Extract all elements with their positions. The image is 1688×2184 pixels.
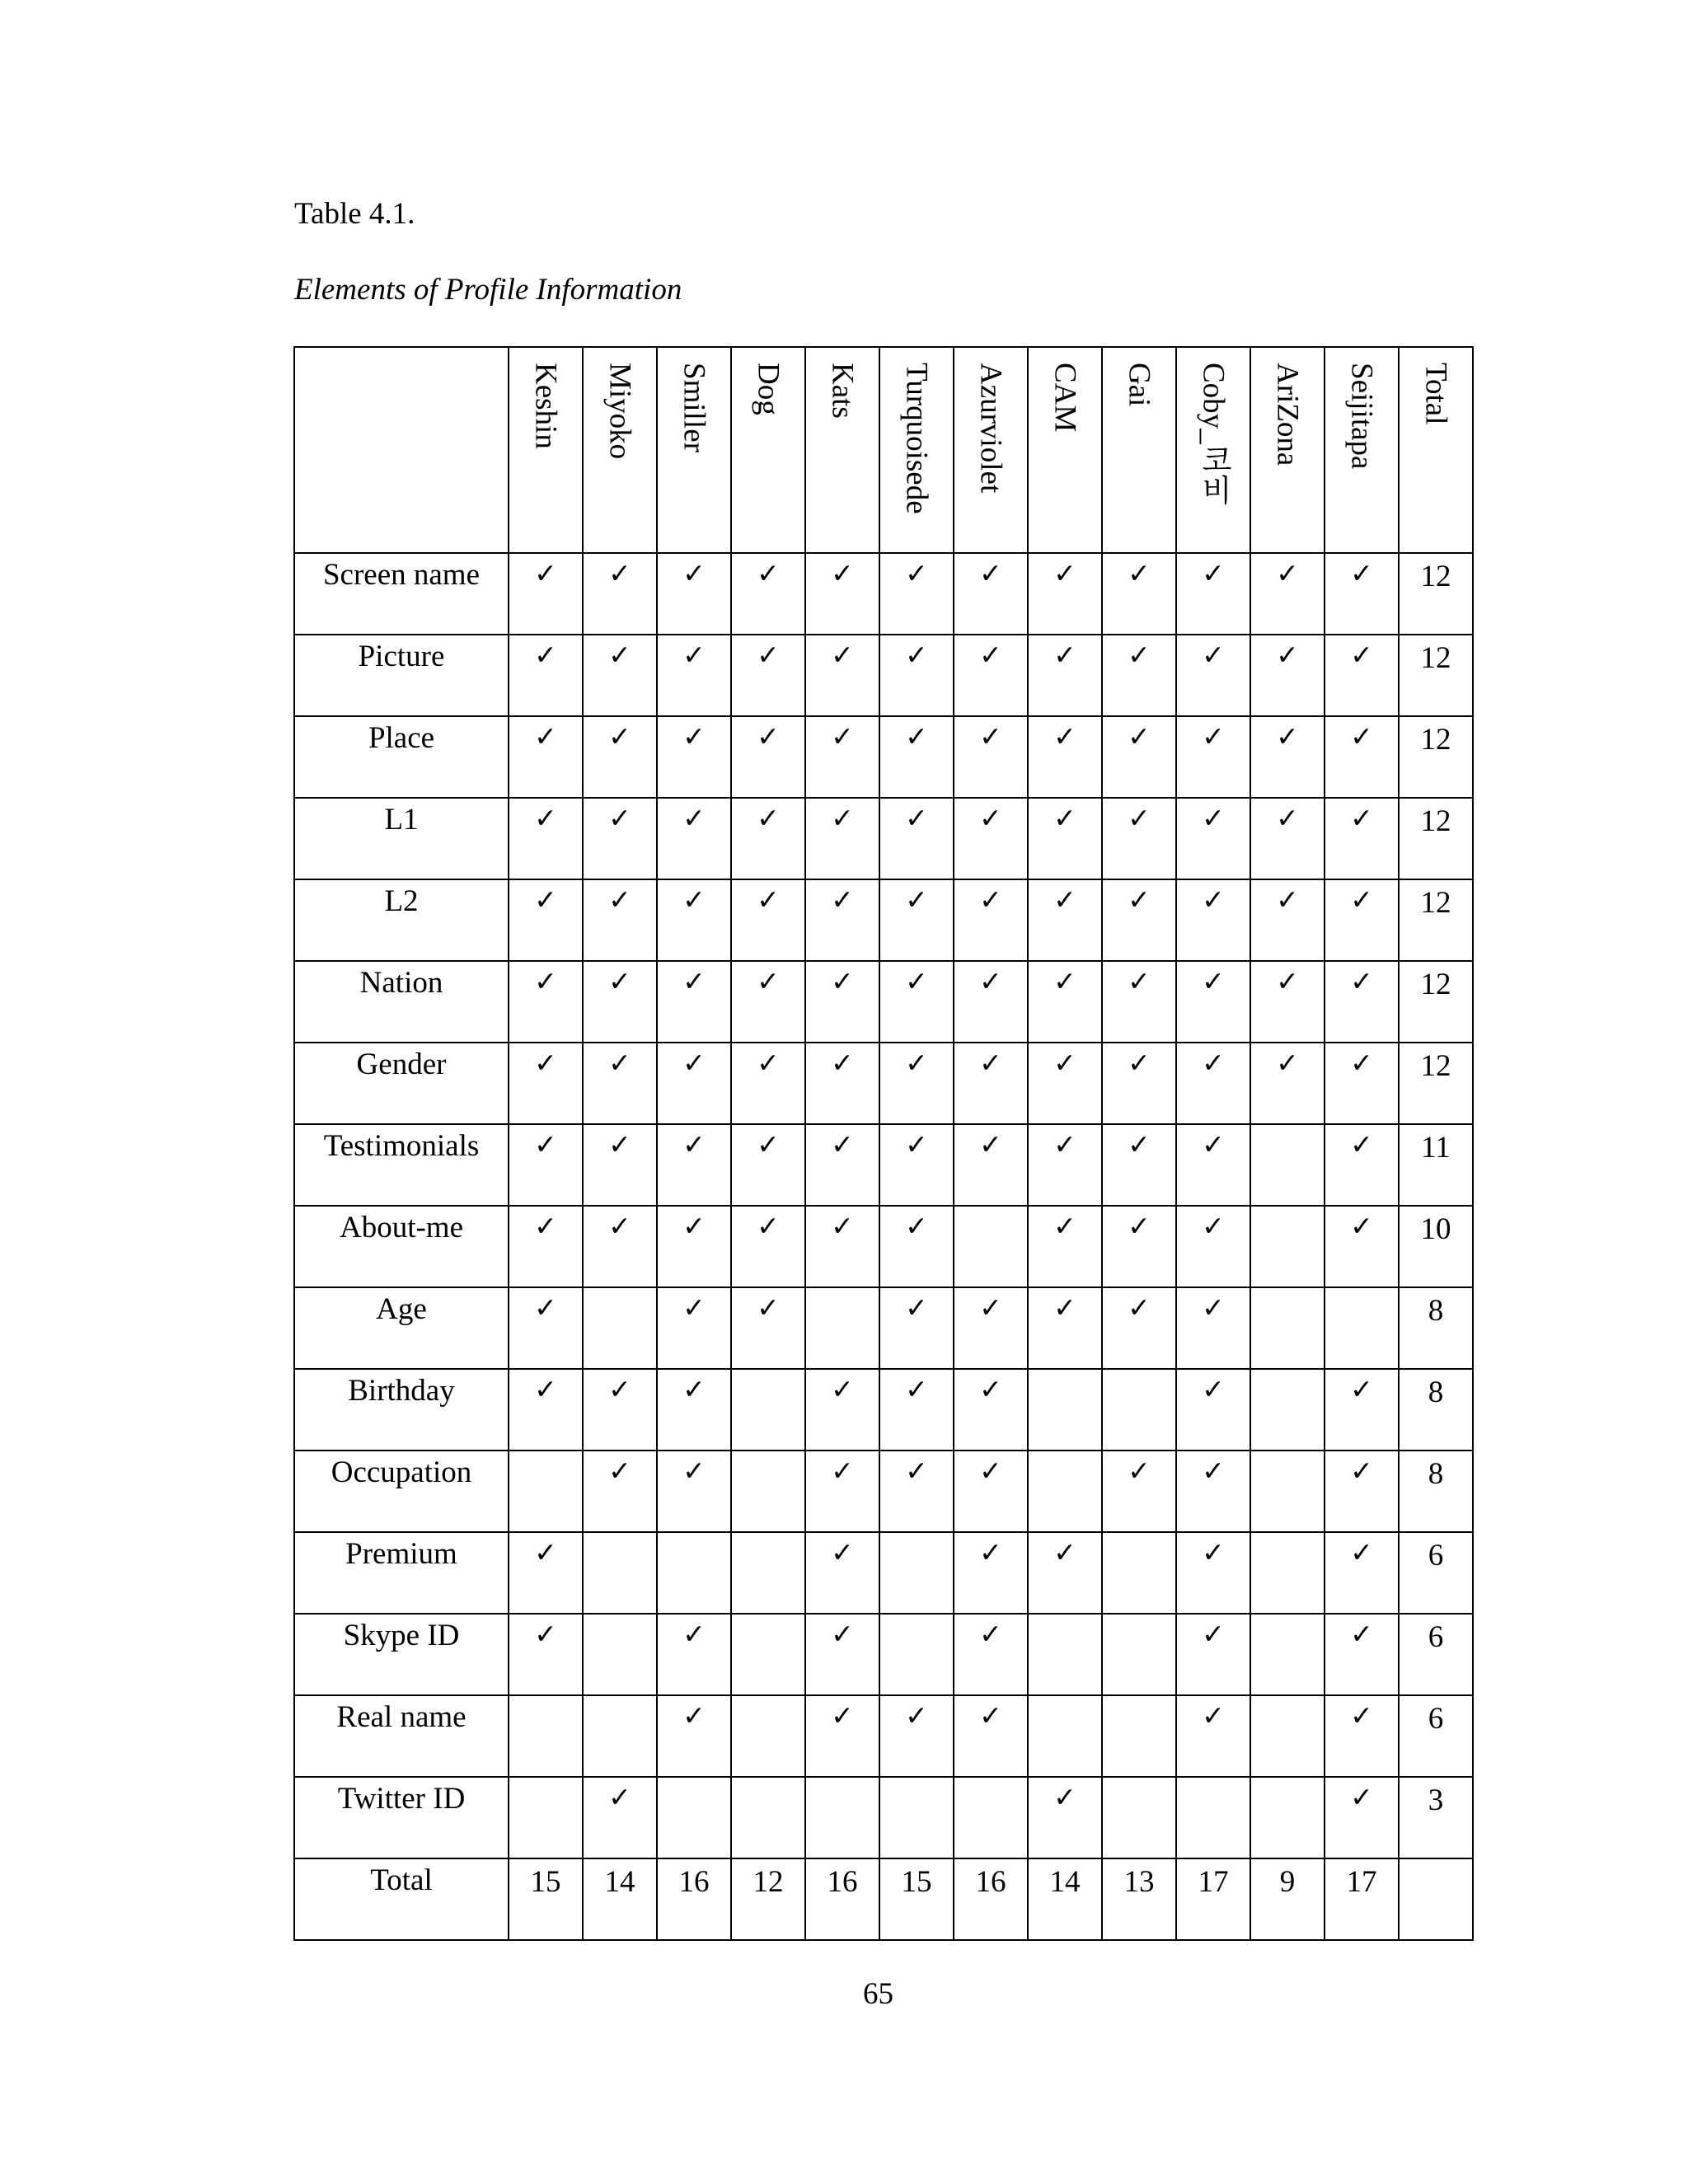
row-total: 11: [1399, 1124, 1473, 1206]
check-mark-icon: ✓: [509, 1369, 583, 1451]
empty-cell: [1250, 1614, 1325, 1695]
empty-cell: [509, 1777, 583, 1858]
check-mark-icon: ✓: [1102, 1206, 1176, 1287]
check-mark-icon: ✓: [1102, 1124, 1176, 1206]
check-mark-icon: ✓: [657, 798, 731, 879]
empty-cell: [1250, 1287, 1325, 1369]
check-mark-icon: ✓: [509, 553, 583, 635]
check-mark-icon: ✓: [1325, 1695, 1399, 1777]
check-mark-icon: ✓: [731, 879, 805, 961]
column-header-label: CAM: [1048, 363, 1082, 433]
check-mark-icon: ✓: [1250, 1043, 1325, 1124]
empty-cell: [879, 1777, 954, 1858]
check-mark-icon: ✓: [657, 1043, 731, 1124]
table-body: [294, 553, 1473, 1940]
check-mark-icon: ✓: [879, 1206, 954, 1287]
check-mark-icon: ✓: [731, 798, 805, 879]
column-header-label: Miyoko: [603, 363, 637, 460]
check-mark-icon: ✓: [954, 1614, 1028, 1695]
check-mark-icon: ✓: [509, 1124, 583, 1206]
row-label: Place: [294, 716, 509, 798]
column-header-label: Coby_코비: [1196, 363, 1231, 505]
column-header: [657, 347, 731, 553]
check-mark-icon: ✓: [1102, 961, 1176, 1043]
check-mark-icon: ✓: [879, 879, 954, 961]
row-label: Real name: [294, 1695, 509, 1777]
empty-cell: [731, 1777, 805, 1858]
check-mark-icon: ✓: [1176, 798, 1250, 879]
check-mark-icon: ✓: [1102, 798, 1176, 879]
row-total: 12: [1399, 961, 1473, 1043]
check-mark-icon: ✓: [657, 879, 731, 961]
check-mark-icon: ✓: [954, 553, 1028, 635]
column-header-label: Kats: [825, 363, 860, 419]
check-mark-icon: ✓: [1325, 1369, 1399, 1451]
check-mark-icon: ✓: [1028, 1124, 1102, 1206]
check-mark-icon: ✓: [879, 961, 954, 1043]
check-mark-icon: ✓: [1176, 1206, 1250, 1287]
column-header: [954, 347, 1028, 553]
column-header-label: Keshin: [528, 363, 563, 449]
empty-cell: [583, 1695, 657, 1777]
check-mark-icon: ✓: [583, 961, 657, 1043]
empty-cell: [583, 1287, 657, 1369]
check-mark-icon: ✓: [1250, 798, 1325, 879]
empty-cell: [1102, 1614, 1176, 1695]
check-mark-icon: ✓: [1250, 879, 1325, 961]
check-mark-icon: ✓: [1028, 1532, 1102, 1614]
check-mark-icon: ✓: [805, 1695, 879, 1777]
check-mark-icon: ✓: [1325, 553, 1399, 635]
row-label: Screen name: [294, 553, 509, 635]
check-mark-icon: ✓: [1325, 1532, 1399, 1614]
check-mark-icon: ✓: [1176, 961, 1250, 1043]
check-mark-icon: ✓: [879, 1124, 954, 1206]
table-row: [294, 1451, 1473, 1532]
table-row: [294, 553, 1473, 635]
empty-cell: [1102, 1777, 1176, 1858]
check-mark-icon: ✓: [1102, 1043, 1176, 1124]
table-row: [294, 1287, 1473, 1369]
check-mark-icon: ✓: [1250, 961, 1325, 1043]
empty-cell: [509, 1695, 583, 1777]
row-label: L2: [294, 879, 509, 961]
check-mark-icon: ✓: [1102, 716, 1176, 798]
empty-cell: [731, 1614, 805, 1695]
row-total: 12: [1399, 1043, 1473, 1124]
check-mark-icon: ✓: [805, 1369, 879, 1451]
column-total: 15: [509, 1858, 583, 1940]
check-mark-icon: ✓: [805, 553, 879, 635]
check-mark-icon: ✓: [1028, 1043, 1102, 1124]
check-mark-icon: ✓: [1325, 798, 1399, 879]
column-total: 17: [1325, 1858, 1399, 1940]
check-mark-icon: ✓: [1102, 879, 1176, 961]
check-mark-icon: ✓: [583, 1451, 657, 1532]
empty-cell: [731, 1532, 805, 1614]
row-label: Age: [294, 1287, 509, 1369]
column-header: [1250, 347, 1325, 553]
grand-total-cell: [1399, 1858, 1473, 1940]
totals-row-label: Total: [294, 1858, 509, 1940]
check-mark-icon: ✓: [805, 879, 879, 961]
check-mark-icon: ✓: [509, 798, 583, 879]
table-row: [294, 879, 1473, 961]
column-header-label: Seijitapa: [1344, 363, 1379, 470]
check-mark-icon: ✓: [879, 1043, 954, 1124]
check-mark-icon: ✓: [1176, 1695, 1250, 1777]
empty-cell: [1028, 1369, 1102, 1451]
table-row: [294, 1124, 1473, 1206]
check-mark-icon: ✓: [954, 1287, 1028, 1369]
check-mark-icon: ✓: [1176, 635, 1250, 716]
check-mark-icon: ✓: [954, 961, 1028, 1043]
table-row: [294, 1695, 1473, 1777]
column-total: 16: [657, 1858, 731, 1940]
check-mark-icon: ✓: [583, 716, 657, 798]
empty-cell: [805, 1287, 879, 1369]
column-header: [1028, 347, 1102, 553]
table-row: [294, 635, 1473, 716]
table-row: [294, 1532, 1473, 1614]
check-mark-icon: ✓: [731, 1124, 805, 1206]
check-mark-icon: ✓: [657, 1287, 731, 1369]
check-mark-icon: ✓: [731, 1287, 805, 1369]
check-mark-icon: ✓: [1028, 879, 1102, 961]
check-mark-icon: ✓: [954, 1043, 1028, 1124]
check-mark-icon: ✓: [583, 553, 657, 635]
check-mark-icon: ✓: [805, 716, 879, 798]
empty-cell: [1102, 1695, 1176, 1777]
column-header: [1176, 347, 1250, 553]
column-header-label: Total: [1418, 363, 1453, 425]
check-mark-icon: ✓: [657, 1206, 731, 1287]
check-mark-icon: ✓: [1028, 553, 1102, 635]
check-mark-icon: ✓: [1325, 1777, 1399, 1858]
check-mark-icon: ✓: [509, 1532, 583, 1614]
check-mark-icon: ✓: [1325, 1043, 1399, 1124]
check-mark-icon: ✓: [1028, 961, 1102, 1043]
column-total: 16: [805, 1858, 879, 1940]
check-mark-icon: ✓: [879, 553, 954, 635]
check-mark-icon: ✓: [1176, 879, 1250, 961]
empty-cell: [954, 1777, 1028, 1858]
check-mark-icon: ✓: [731, 1206, 805, 1287]
check-mark-icon: ✓: [509, 1614, 583, 1695]
column-header-label: Turquoisede: [899, 363, 934, 514]
check-mark-icon: ✓: [1176, 1369, 1250, 1451]
check-mark-icon: ✓: [509, 635, 583, 716]
column-total: 16: [954, 1858, 1028, 1940]
empty-cell: [657, 1777, 731, 1858]
check-mark-icon: ✓: [1250, 716, 1325, 798]
check-mark-icon: ✓: [1102, 635, 1176, 716]
check-mark-icon: ✓: [805, 635, 879, 716]
empty-cell: [657, 1532, 731, 1614]
empty-cell: [1250, 1451, 1325, 1532]
column-header: [731, 347, 805, 553]
column-total: 9: [1250, 1858, 1325, 1940]
empty-cell: [731, 1369, 805, 1451]
row-total: 6: [1399, 1614, 1473, 1695]
row-label: L1: [294, 798, 509, 879]
empty-cell: [1102, 1369, 1176, 1451]
check-mark-icon: ✓: [583, 635, 657, 716]
check-mark-icon: ✓: [1102, 553, 1176, 635]
column-total: 13: [1102, 1858, 1176, 1940]
check-mark-icon: ✓: [1176, 1124, 1250, 1206]
empty-cell: [1250, 1695, 1325, 1777]
check-mark-icon: ✓: [1325, 1124, 1399, 1206]
check-mark-icon: ✓: [657, 961, 731, 1043]
check-mark-icon: ✓: [1176, 1532, 1250, 1614]
check-mark-icon: ✓: [879, 1369, 954, 1451]
check-mark-icon: ✓: [657, 1614, 731, 1695]
row-total: 10: [1399, 1206, 1473, 1287]
empty-cell: [1250, 1532, 1325, 1614]
check-mark-icon: ✓: [1176, 1043, 1250, 1124]
check-mark-icon: ✓: [954, 635, 1028, 716]
check-mark-icon: ✓: [731, 635, 805, 716]
check-mark-icon: ✓: [583, 879, 657, 961]
check-mark-icon: ✓: [1250, 635, 1325, 716]
column-header: [509, 347, 583, 553]
check-mark-icon: ✓: [879, 716, 954, 798]
check-mark-icon: ✓: [1028, 1777, 1102, 1858]
check-mark-icon: ✓: [509, 879, 583, 961]
check-mark-icon: ✓: [805, 961, 879, 1043]
column-header: [1325, 347, 1399, 553]
check-mark-icon: ✓: [805, 1532, 879, 1614]
check-mark-icon: ✓: [1102, 1287, 1176, 1369]
check-mark-icon: ✓: [657, 635, 731, 716]
empty-cell: [1028, 1614, 1102, 1695]
check-mark-icon: ✓: [805, 798, 879, 879]
check-mark-icon: ✓: [1325, 635, 1399, 716]
table-row: [294, 798, 1473, 879]
check-mark-icon: ✓: [954, 1451, 1028, 1532]
empty-cell: [1102, 1532, 1176, 1614]
check-mark-icon: ✓: [1028, 1206, 1102, 1287]
empty-cell: [1250, 1124, 1325, 1206]
row-total: 8: [1399, 1451, 1473, 1532]
column-header: [1102, 347, 1176, 553]
check-mark-icon: ✓: [583, 798, 657, 879]
column-header: [805, 347, 879, 553]
check-mark-icon: ✓: [879, 635, 954, 716]
column-header: [879, 347, 954, 553]
profile-elements-table: [293, 346, 1474, 1941]
table-row: [294, 716, 1473, 798]
table-title: Elements of Profile Information: [294, 273, 682, 307]
check-mark-icon: ✓: [954, 1695, 1028, 1777]
table-row: [294, 1043, 1473, 1124]
column-total: 17: [1176, 1858, 1250, 1940]
header-row: [294, 347, 1473, 553]
check-mark-icon: ✓: [657, 716, 731, 798]
column-header-label: AriZona: [1270, 363, 1305, 466]
column-header-label: Azurviolet: [973, 363, 1008, 494]
check-mark-icon: ✓: [657, 553, 731, 635]
check-mark-icon: ✓: [1028, 716, 1102, 798]
check-mark-icon: ✓: [879, 1451, 954, 1532]
check-mark-icon: ✓: [657, 1451, 731, 1532]
column-total: 12: [731, 1858, 805, 1940]
row-label: Skype ID: [294, 1614, 509, 1695]
check-mark-icon: ✓: [583, 1124, 657, 1206]
check-mark-icon: ✓: [805, 1124, 879, 1206]
check-mark-icon: ✓: [1028, 635, 1102, 716]
row-total: 12: [1399, 879, 1473, 961]
empty-cell: [879, 1532, 954, 1614]
check-mark-icon: ✓: [879, 1287, 954, 1369]
row-label: Twitter ID: [294, 1777, 509, 1858]
header-corner-cell: [294, 347, 509, 553]
column-total: 14: [583, 1858, 657, 1940]
column-header: [583, 347, 657, 553]
row-label: Occupation: [294, 1451, 509, 1532]
empty-cell: [1028, 1695, 1102, 1777]
check-mark-icon: ✓: [1250, 553, 1325, 635]
check-mark-icon: ✓: [1176, 716, 1250, 798]
check-mark-icon: ✓: [509, 961, 583, 1043]
row-label: Nation: [294, 961, 509, 1043]
check-mark-icon: ✓: [731, 961, 805, 1043]
check-mark-icon: ✓: [805, 1614, 879, 1695]
table-row: [294, 1206, 1473, 1287]
check-mark-icon: ✓: [1325, 879, 1399, 961]
check-mark-icon: ✓: [583, 1206, 657, 1287]
table-row: [294, 1777, 1473, 1858]
check-mark-icon: ✓: [1325, 716, 1399, 798]
check-mark-icon: ✓: [583, 1777, 657, 1858]
row-total: 6: [1399, 1695, 1473, 1777]
check-mark-icon: ✓: [509, 716, 583, 798]
row-label: About-me: [294, 1206, 509, 1287]
row-total: 8: [1399, 1287, 1473, 1369]
row-label: Birthday: [294, 1369, 509, 1451]
check-mark-icon: ✓: [657, 1124, 731, 1206]
check-mark-icon: ✓: [509, 1206, 583, 1287]
check-mark-icon: ✓: [954, 1369, 1028, 1451]
empty-cell: [731, 1451, 805, 1532]
empty-cell: [805, 1777, 879, 1858]
check-mark-icon: ✓: [879, 1695, 954, 1777]
check-mark-icon: ✓: [805, 1206, 879, 1287]
column-header-label: Smiller: [677, 363, 711, 452]
check-mark-icon: ✓: [954, 1124, 1028, 1206]
totals-row: [294, 1858, 1473, 1940]
column-total: 14: [1028, 1858, 1102, 1940]
row-label: Gender: [294, 1043, 509, 1124]
empty-cell: [583, 1614, 657, 1695]
check-mark-icon: ✓: [1325, 1451, 1399, 1532]
table-number: Table 4.1.: [294, 197, 415, 231]
empty-cell: [1250, 1369, 1325, 1451]
check-mark-icon: ✓: [954, 879, 1028, 961]
check-mark-icon: ✓: [954, 716, 1028, 798]
row-total: 6: [1399, 1532, 1473, 1614]
check-mark-icon: ✓: [1176, 553, 1250, 635]
empty-cell: [583, 1532, 657, 1614]
check-mark-icon: ✓: [1176, 1287, 1250, 1369]
check-mark-icon: ✓: [509, 1287, 583, 1369]
row-total: 12: [1399, 716, 1473, 798]
check-mark-icon: ✓: [657, 1695, 731, 1777]
row-total: 3: [1399, 1777, 1473, 1858]
empty-cell: [509, 1451, 583, 1532]
row-total: 8: [1399, 1369, 1473, 1451]
check-mark-icon: ✓: [954, 798, 1028, 879]
row-total: 12: [1399, 635, 1473, 716]
column-header-label: Dog: [751, 363, 785, 415]
check-mark-icon: ✓: [731, 553, 805, 635]
row-total: 12: [1399, 553, 1473, 635]
check-mark-icon: ✓: [509, 1043, 583, 1124]
check-mark-icon: ✓: [1028, 1287, 1102, 1369]
check-mark-icon: ✓: [1028, 798, 1102, 879]
empty-cell: [1325, 1287, 1399, 1369]
check-mark-icon: ✓: [731, 1043, 805, 1124]
empty-cell: [1028, 1451, 1102, 1532]
empty-cell: [1176, 1777, 1250, 1858]
empty-cell: [1250, 1777, 1325, 1858]
column-total: 15: [879, 1858, 954, 1940]
row-label: Premium: [294, 1532, 509, 1614]
empty-cell: [954, 1206, 1028, 1287]
check-mark-icon: ✓: [1325, 1206, 1399, 1287]
check-mark-icon: ✓: [954, 1532, 1028, 1614]
table-row: [294, 1614, 1473, 1695]
check-mark-icon: ✓: [879, 798, 954, 879]
check-mark-icon: ✓: [805, 1451, 879, 1532]
check-mark-icon: ✓: [657, 1369, 731, 1451]
check-mark-icon: ✓: [583, 1043, 657, 1124]
page-number: 65: [863, 1977, 893, 2011]
row-label: Picture: [294, 635, 509, 716]
check-mark-icon: ✓: [1176, 1451, 1250, 1532]
empty-cell: [1250, 1206, 1325, 1287]
table-row: [294, 1369, 1473, 1451]
check-mark-icon: ✓: [805, 1043, 879, 1124]
column-header-label: Gai: [1122, 363, 1156, 407]
column-header: [1399, 347, 1473, 553]
row-total: 12: [1399, 798, 1473, 879]
check-mark-icon: ✓: [1102, 1451, 1176, 1532]
check-mark-icon: ✓: [1325, 1614, 1399, 1695]
empty-cell: [879, 1614, 954, 1695]
row-label: Testimonials: [294, 1124, 509, 1206]
empty-cell: [731, 1695, 805, 1777]
table-row: [294, 961, 1473, 1043]
check-mark-icon: ✓: [583, 1369, 657, 1451]
check-mark-icon: ✓: [731, 716, 805, 798]
check-mark-icon: ✓: [1176, 1614, 1250, 1695]
check-mark-icon: ✓: [1325, 961, 1399, 1043]
